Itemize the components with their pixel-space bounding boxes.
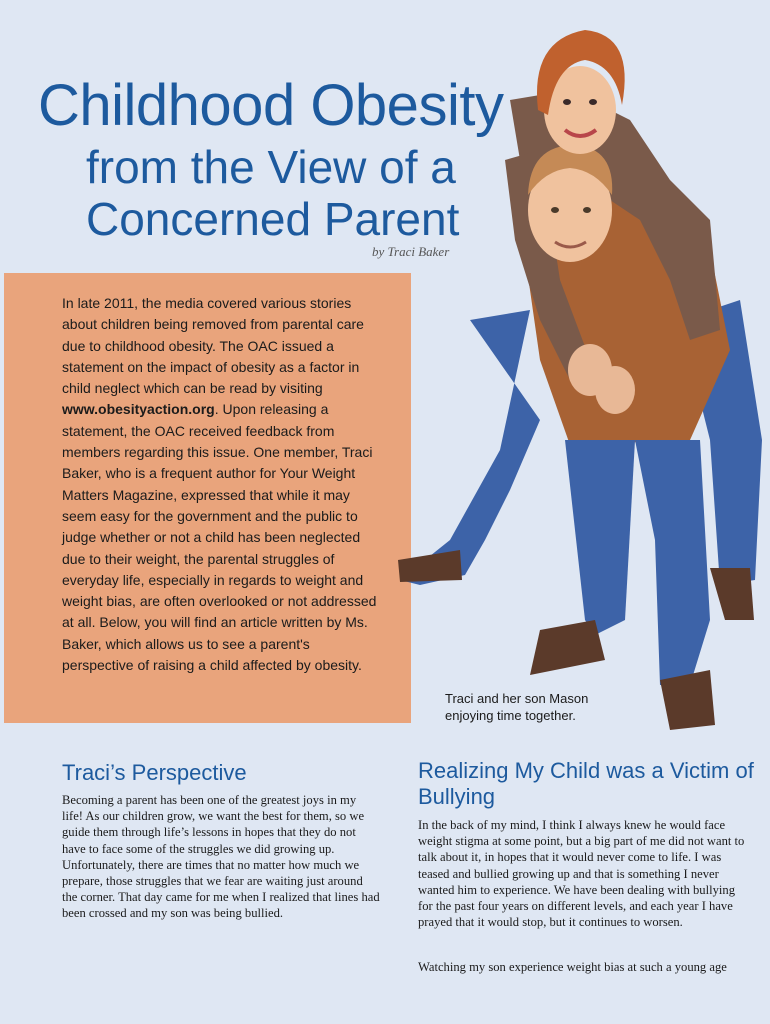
website-link[interactable]: www.obesityaction.org xyxy=(62,401,215,418)
photo-caption: Traci and her son Mason enjoying time together. xyxy=(445,691,589,723)
section-heading-bullying: Realizing My Child was a Victim of Bullying xyxy=(418,758,754,809)
section-body-bullying-continued: Watching my son experience weight bias at such a young age xyxy=(418,960,727,974)
photo-mother-and-son xyxy=(390,20,765,735)
intro-text-part1: In late 2011, the media covered various stories about children being removed from parental care due to childhood obesity. The OAC issued a statement on the impact of obesity as a factor in child neglect which can be read by visiting xyxy=(62,295,364,397)
section-body-perspective: Becoming a parent has been one of the greatest joys in my life! As our children grow, we want the best for them, so we guide them through life’s lessons in hopes that they do not have to face some of the struggles we did growing up. Unfortunately, there are times that no matter how much we prepare, those struggles that we fear are waiting just around the corner. That day came for me when I realized that lines had been crossed and my son was being bullied. xyxy=(62,793,380,921)
article-title: Childhood Obesity xyxy=(38,73,504,138)
byline: by Traci Baker xyxy=(372,244,450,259)
intro-text xyxy=(62,293,382,676)
article-subtitle-line1: from the View of a xyxy=(86,141,456,193)
article-subtitle-line2: Concerned Parent xyxy=(86,193,460,245)
intro-text-part2: . Upon releasing a statement, the OAC received feedback from members regarding this issue. One member, Traci Baker, who is a frequent author for Your Weight Matters Magazine, expressed that while it may seem easy for the government and the public to judge whether or not a child has been neglected due to their weight, the parental struggles of everyday life, especially in regards to weight and weight bias, are often overlooked or not addressed at all. Below, you will find an article written by Ms. Baker, which allows us to see a parent's perspective of raising a child affected by obesity. xyxy=(62,401,377,674)
section-body-bullying: In the back of my mind, I think I always knew he would face weight stigma at some point, but a big part of me did not want to talk about it, in hopes that it would never come to life. I was teased and bullied growing up and that is something I never wanted him to experience. We have been dealing with bullying for the past four years on different levels, and each year I have prayed that it would stop, but it continues to worsen. xyxy=(418,818,745,930)
section-heading-perspective: Traci’s Perspective xyxy=(62,760,247,785)
